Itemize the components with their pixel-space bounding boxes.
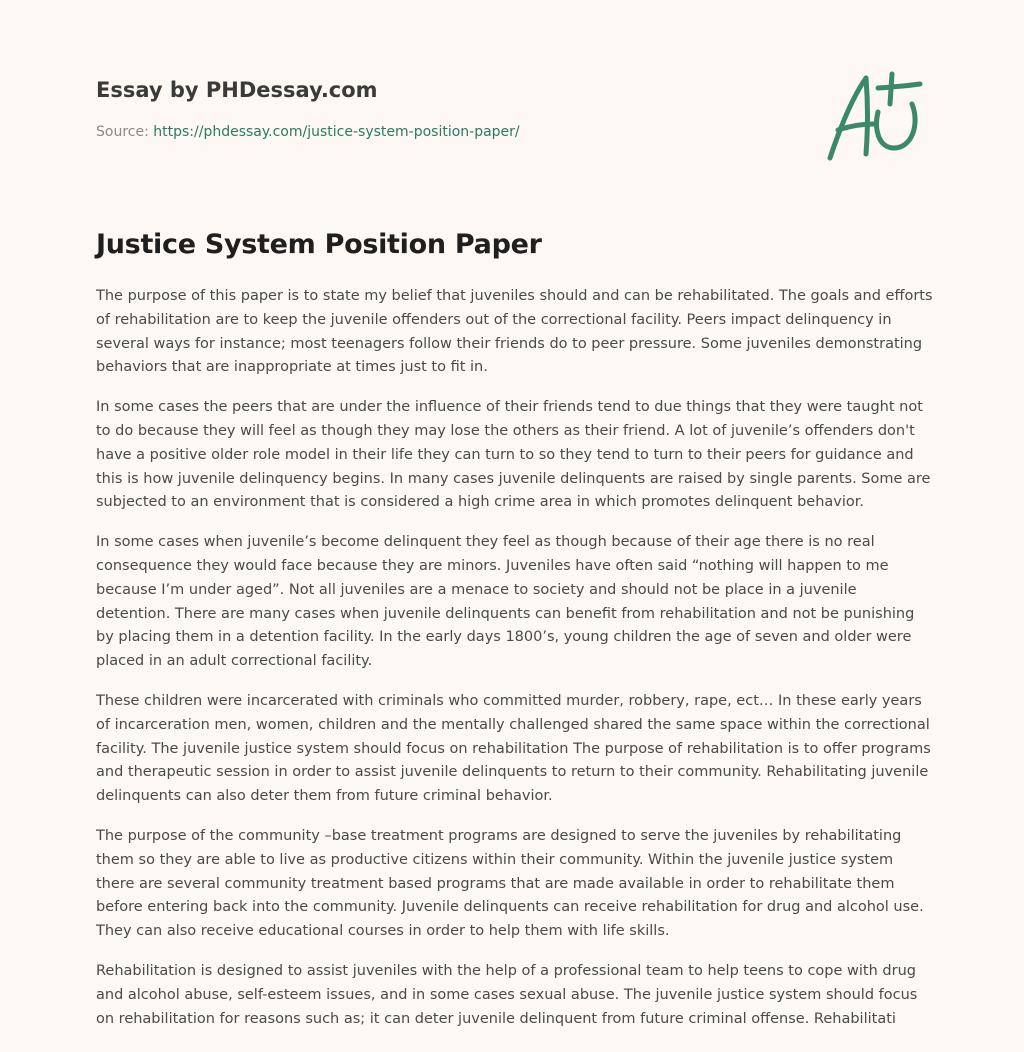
paragraph: In some cases the peers that are under the influence of their friends tend to due things that they were taught not to do because they will feel as though they may lose the others as their friend. A lot of juvenile’s offenders don't have a positive older role model in their life they can turn to so they tend to turn to their peers for guidance and this is how juvenile delinquency begins. In many cases juvenile delinquents are raised by single parents. Some are subjected to an environment that is considered a high crime area in which promotes delinquent behavior. [96, 399, 931, 511]
source-label: Source: [96, 124, 149, 140]
paragraph: Rehabilitation is designed to assist juveniles with the help of a professional team to help teens to cope with drug and alcohol abuse, self-esteem issues, and in some cases sexual abuse. The juvenile justice system should focus on rehabilitation for reasons such as; it can deter juvenile delinquent from future criminal offense. Rehabilitati [96, 962, 918, 1027]
essay-body [96, 285, 934, 1047]
paragraph: In some cases when juvenile’s become delinquent they feel as though because of their age there is no real consequence they would face because they are minors. Juveniles have often said “nothing will happen to me because I’m under aged”. Not all juveniles are a menace to society and should not be place in a juvenile detention. There are many cases when juvenile delinquents can benefit from rehabilitation and not be punishing by placing them in a detention facility. In the early days 1800’s, young children the age of seven and older were placed in an adult correctional facility. [96, 534, 915, 670]
site-brand: Essay by PHDessay.com [96, 78, 378, 102]
essay-header [96, 76, 796, 142]
a-plus-grade-icon [822, 68, 926, 164]
source-link[interactable]: https://phdessay.com/justice-system-position-paper/ [153, 124, 520, 140]
paragraph: These children were incarcerated with criminals who committed murder, robbery, rape, ect… In these early years of incarceration men, women, children and the mentally challenged shared the same space within the correctional facility. The juvenile justice system should focus on rehabilitation The purpose of rehabilitation is to offer programs and therapeutic session in order to assist juvenile delinquents to return to their community. Rehabilitating juvenile delinquents can also deter them from future criminal behavior. [96, 692, 931, 805]
source-line [96, 122, 796, 142]
essay-title: Justice System Position Paper [96, 229, 542, 260]
paragraph: The purpose of this paper is to state my belief that juveniles should and can be rehabilitated. The goals and efforts of rehabilitation are to keep the juvenile offenders out of the correctional facility. Peers impact delinquency in several ways for instance; most teenagers follow their friends do to peer pressure. Some juveniles demonstrating behaviors that are inappropriate at times just to fit in. [96, 288, 933, 376]
paragraph: The purpose of the community –base treatment programs are designed to serve the juveniles by rehabilitating them so they are able to live as productive citizens within their community. Within the juvenile justice system there are several community treatment based programs that are made available in order to rehabilitate them before entering back into the community. Juvenile delinquents can receive rehabilitation for drug and alcohol use. They can also receive educational courses in order to help them with life skills. [96, 827, 924, 940]
